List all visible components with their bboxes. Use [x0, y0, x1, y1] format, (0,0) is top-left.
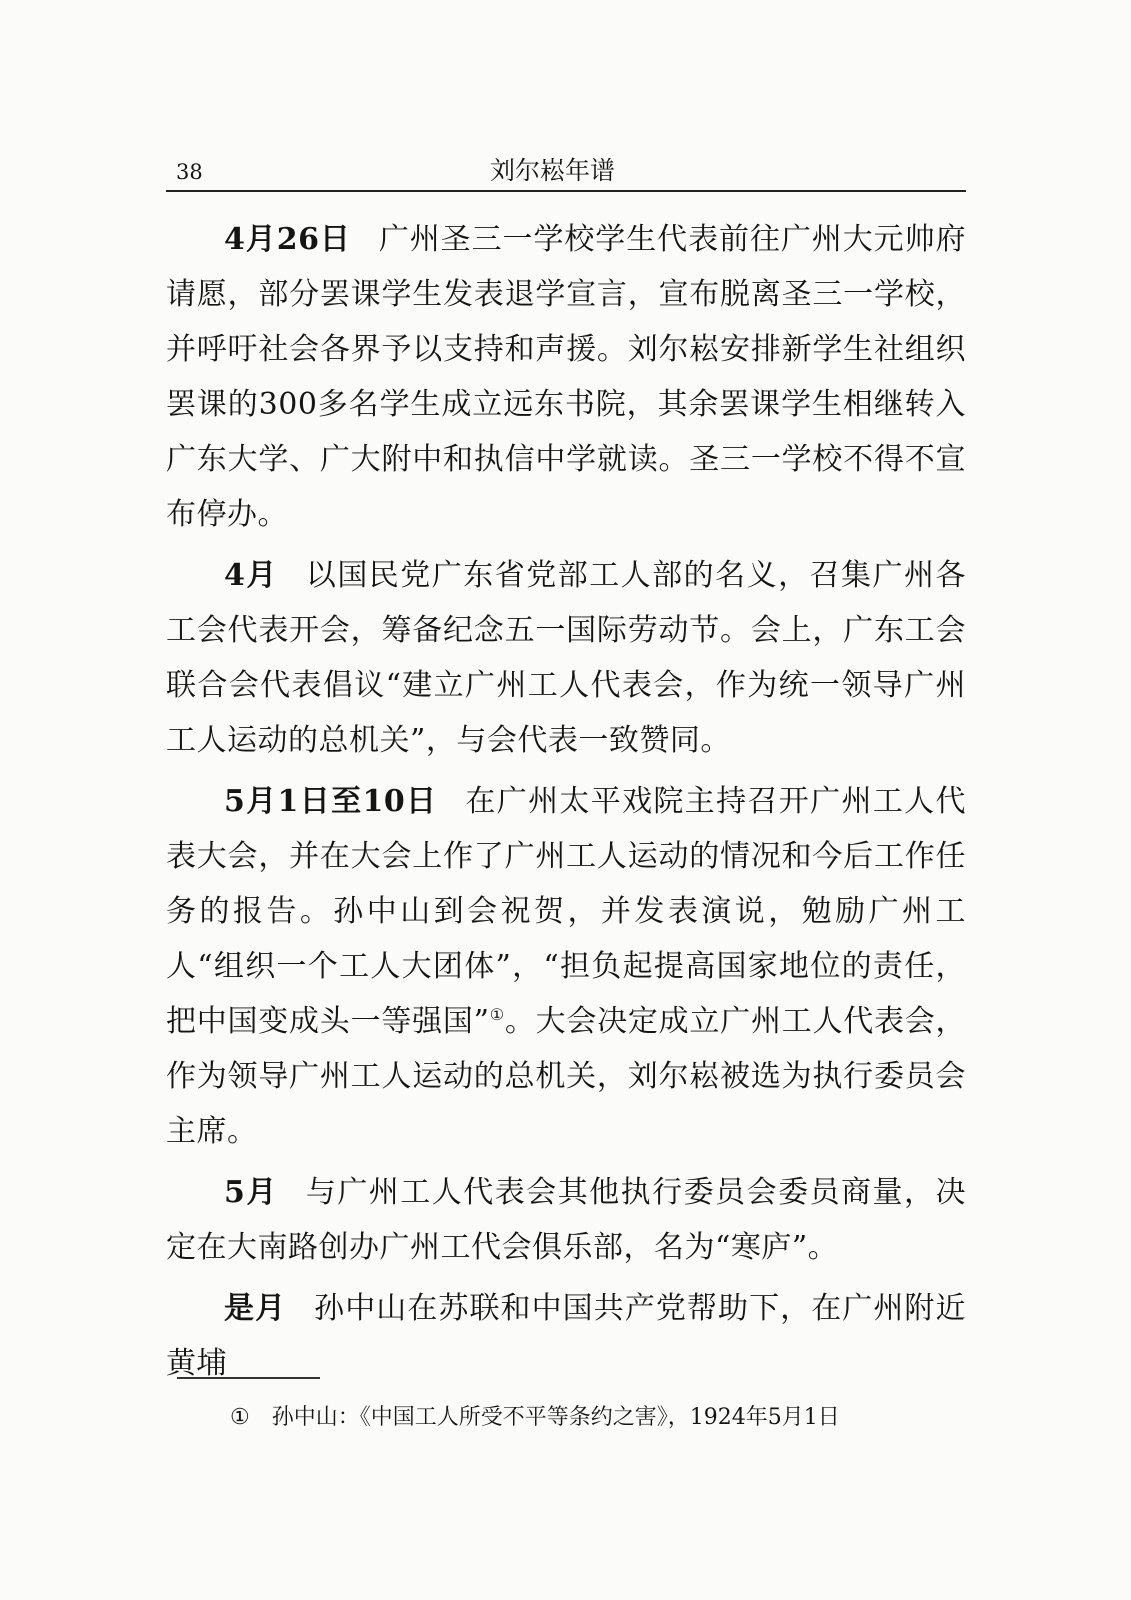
entry-text: 孙中山在苏联和中国共产党帮助下，在广州附近黄埔	[166, 1291, 967, 1381]
header-rule	[166, 190, 966, 192]
entry-same-month	[166, 1281, 966, 1391]
footnote	[230, 1403, 930, 1433]
entry-apr-26	[166, 212, 966, 542]
running-title: 刘尔崧年谱	[490, 156, 616, 185]
entry-apr	[166, 548, 966, 768]
footnote-rule	[177, 1377, 320, 1379]
entry-date: 4月	[224, 558, 278, 593]
entry-text-continued: 。大会决定成立广州工人代表会，作为领导广州工人运动的总机关，刘尔崧被选为执行委员会主席。	[166, 1004, 967, 1149]
chronicle-body	[166, 212, 966, 1397]
page-number: 38	[176, 160, 203, 184]
footnote-marker: ①	[230, 1405, 250, 1430]
entry-text: 与广州工人代表会其他执行委员会委员商量，决定在大南路创办广州工代会俱乐部，名为“寒庐”。	[166, 1175, 967, 1265]
entry-date: 5月	[224, 1175, 278, 1210]
footnote-text: 孙中山：《中国工人所受不平等条约之害》，1924年5月1日	[271, 1405, 840, 1430]
footnote-reference: ①	[489, 1005, 505, 1024]
entry-may-1-10	[166, 774, 966, 1159]
entry-text: 广州圣三一学校学生代表前往广州大元帅府请愿，部分罢课学生发表退学宣言，宣布脱离圣三一学校，并呼吁社会各界予以支持和声援。刘尔崧安排新学生社组织罢课的300多名学生成立远东书院，其余罢课学生相继转入广东大学、广大附中和执信中学就读。圣三一学校不得不宣布停办。	[166, 222, 966, 532]
entry-date: 5月1日至10日	[224, 784, 438, 819]
entry-text: 以国民党广东省党部工人部的名义，召集广州各工会代表开会，筹备纪念五一国际劳动节。会上，广东工会联合会代表倡议“建立广州工人代表会，作为统一领导广州工人运动的总机关”，与会代表一致赞同。	[166, 558, 967, 758]
entry-date: 是月	[224, 1291, 287, 1326]
entry-date: 4月26日	[224, 222, 351, 257]
entry-text: 在广州太平戏院主持召开广州工人代表大会，并在大会上作了广州工人运动的情况和今后工作任务的报告。孙中山到会祝贺，并发表演说，勉励广州工人“组织一个工人大团体”，“担负起提高国家地位的责任，把中国变成头一等强国”	[166, 784, 967, 1039]
entry-may	[166, 1165, 966, 1275]
